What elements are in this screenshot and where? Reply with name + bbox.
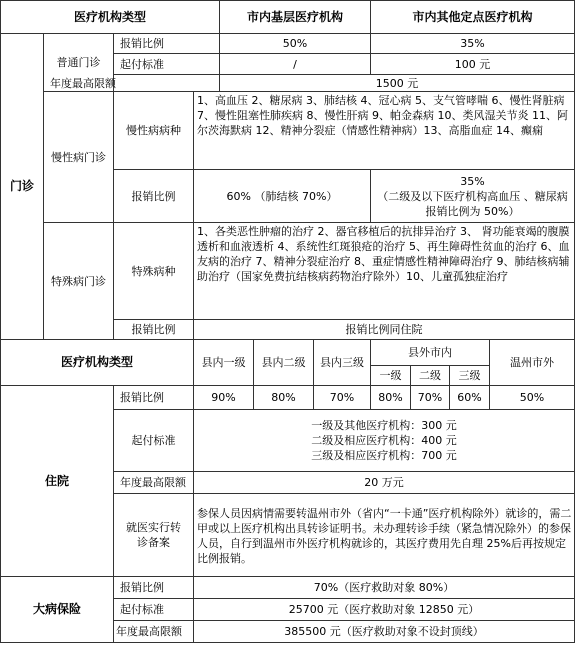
inpatient-deductible-label: 起付标准 — [114, 410, 194, 472]
general-annual-cap-label: 年度最高限额 — [44, 75, 220, 92]
outpatient-section-label: 门诊 — [0, 34, 44, 340]
header-city-level1: 一级 — [371, 366, 411, 386]
inpatient-rate-city-3: 60% — [450, 386, 490, 410]
critical-illness-section-label: 大病保险 — [0, 577, 114, 643]
header-type-label: 医疗机构类型 — [0, 0, 220, 34]
special-diseases-text: 1、各类恶性肿瘤的治疗 2、器官移植后的抗排异治疗 3、 肾功能衰竭的腹膜透析和血液透析 4、系统性红斑狼疮的治疗 5、再生障碍性贫血的治疗 6、血友病的治疗 7、精神分裂症治疗 8、重症情感性精神障碍治疗 9、肺结核病辅助治疗（国家免费抗结核病药物治疗除外）10、儿童孤独症治疗 — [194, 223, 575, 320]
inpatient-rate-outside: 50% — [490, 386, 575, 410]
header-county-level3: 县内三级 — [314, 340, 371, 386]
inpatient-header-type-label: 医疗机构类型 — [0, 340, 194, 386]
general-rate-basic: 50% — [220, 34, 371, 54]
special-outpatient-label: 特殊病门诊 — [44, 223, 114, 340]
header-outside-wenzhou: 温州市外 — [490, 340, 575, 386]
header-basic-institution: 市内基层医疗机构 — [220, 0, 371, 34]
general-rate-other: 35% — [371, 34, 575, 54]
critical-rate-label: 报销比例 — [114, 577, 194, 599]
inpatient-annual-cap-label: 年度最高限额 — [114, 472, 194, 494]
critical-rate-value: 70%（医疗救助对象 80%） — [194, 577, 575, 599]
special-diseases-label: 特殊病种 — [114, 223, 194, 320]
header-other-institution: 市内其他定点医疗机构 — [371, 0, 575, 34]
header-in-city-label: 县外市内 — [371, 340, 490, 366]
header-county-level1: 县内一级 — [194, 340, 254, 386]
referral-label: 就医实行转诊备案 — [114, 494, 194, 577]
general-deductible-other: 100 元 — [371, 54, 575, 75]
critical-deductible-label: 起付标准 — [114, 599, 194, 621]
critical-annual-cap-value: 385500 元（医疗救助对象不设封顶线） — [194, 621, 575, 643]
chronic-diseases-label: 慢性病病种 — [114, 92, 194, 170]
deductible-line-level1: 一级及其他医疗机构：300 元 — [311, 419, 457, 432]
general-rate-label: 报销比例 — [114, 34, 220, 54]
referral-text: 参保人员因病情需要转温州市外（省内“一卡通”医疗机构除外）就诊的，需二甲或以上医疗机构出具转诊证明书。未办理转诊手续（紧急情况除外）的参保人员，自行到温州市外医疗机构就诊的，其医疗费用先自理 25%后再按规定比例报销。 — [194, 494, 575, 577]
chronic-diseases-text: 1、高血压 2、糖尿病 3、肺结核 4、冠心病 5、支气管哮喘 6、慢性肾脏病 7、慢性阻塞性肺疾病 8、慢性肝病 9、帕金森病 10、类风湿关节炎 11、阿尔茨海默病 12、精神分裂症（情感性精神病）13、高脂血症 14、癫痫 — [194, 92, 575, 170]
inpatient-rate-county-1: 90% — [194, 386, 254, 410]
general-deductible-label: 起付标准 — [114, 54, 220, 75]
inpatient-rate-label: 报销比例 — [114, 386, 194, 410]
inpatient-rate-county-2: 80% — [254, 386, 314, 410]
inpatient-rate-city-1: 80% — [371, 386, 411, 410]
special-rate-label: 报销比例 — [114, 320, 194, 340]
header-city-level2: 二级 — [411, 366, 450, 386]
inpatient-deductible-values — [194, 410, 575, 472]
special-rate-value: 报销比例同住院 — [194, 320, 575, 340]
deductible-line-level2: 二级及相应医疗机构：400 元 — [311, 434, 457, 447]
inpatient-section-label: 住院 — [0, 386, 114, 577]
critical-annual-cap-label: 年度最高限额 — [114, 621, 194, 643]
inpatient-rate-city-2: 70% — [411, 386, 450, 410]
inpatient-annual-cap-value: 20 万元 — [194, 472, 575, 494]
deductible-line-level3: 三级及相应医疗机构：700 元 — [311, 449, 457, 462]
chronic-rate-other: 35% （二级及以下医疗机构高血压 、糖尿病报销比例为 50%） — [371, 170, 575, 223]
chronic-rate-label: 报销比例 — [114, 170, 194, 223]
general-annual-cap-value: 1500 元 — [220, 75, 575, 92]
inpatient-rate-county-3: 70% — [314, 386, 371, 410]
critical-deductible-value: 25700 元（医疗救助对象 12850 元） — [194, 599, 575, 621]
header-county-level2: 县内二级 — [254, 340, 314, 386]
chronic-outpatient-label: 慢性病门诊 — [44, 92, 114, 223]
general-deductible-basic: / — [220, 54, 371, 75]
general-outpatient-label: 普通门诊 — [44, 34, 114, 92]
chronic-rate-basic: 60% （肺结核 70%） — [194, 170, 371, 223]
header-city-level3: 三级 — [450, 366, 490, 386]
